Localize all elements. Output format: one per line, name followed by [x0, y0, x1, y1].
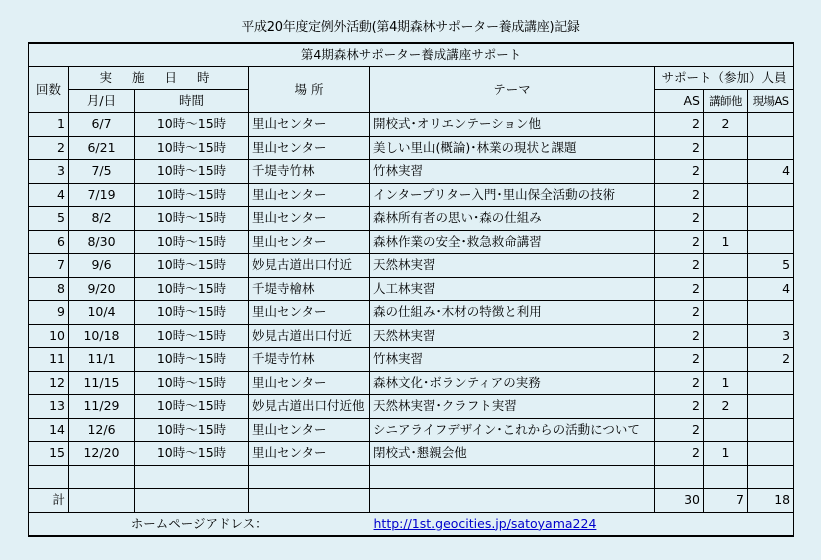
cell-date: 12/20 [69, 442, 135, 466]
cell-place: 千堤寺竹林 [249, 348, 370, 372]
header-date: 月/日 [69, 90, 135, 113]
header-lecturer: 講師他 [704, 90, 748, 113]
cell-place: 里山センター [249, 113, 370, 137]
table-row [29, 301, 794, 325]
cell-theme: 天然林実習 [370, 254, 655, 278]
cell-date: 6/7 [69, 113, 135, 137]
cell-lecturer: 2 [704, 113, 748, 137]
table-row [29, 160, 794, 184]
total-field-as: 18 [748, 489, 794, 513]
cell-place: 千堤寺竹林 [249, 160, 370, 184]
page-title: 平成20年度定例外活動(第4期森林サポーター養成講座)記録 [241, 20, 580, 35]
cell-place: 里山センター [249, 136, 370, 160]
cell-as: 2 [655, 230, 704, 254]
cell-no: 11 [29, 348, 69, 372]
cell-date: 7/5 [69, 160, 135, 184]
cell-date: 7/19 [69, 183, 135, 207]
cell-as: 2 [655, 183, 704, 207]
cell-as: 2 [655, 277, 704, 301]
footer-row [29, 512, 794, 536]
blank-cell [748, 465, 794, 489]
cell-as: 2 [655, 371, 704, 395]
cell-time: 10時～15時 [135, 418, 249, 442]
blank-cell [370, 465, 655, 489]
cell-time: 10時～15時 [135, 207, 249, 231]
cell-field-as: 2 [748, 348, 794, 372]
cell-field-as [748, 183, 794, 207]
cell-field-as [748, 207, 794, 231]
cell-as: 2 [655, 301, 704, 325]
cell-time: 10時～15時 [135, 395, 249, 419]
cell-place: 里山センター [249, 230, 370, 254]
cell-time: 10時～15時 [135, 230, 249, 254]
cell-time: 10時～15時 [135, 160, 249, 184]
cell-field-as [748, 113, 794, 137]
cell-no: 15 [29, 442, 69, 466]
cell-field-as: 3 [748, 324, 794, 348]
cell-place: 里山センター [249, 442, 370, 466]
header-field-as: 現場AS [748, 90, 794, 113]
cell-place: 妙見古道出口付近他 [249, 395, 370, 419]
table-row [29, 183, 794, 207]
cell-time: 10時～15時 [135, 277, 249, 301]
cell-lecturer [704, 301, 748, 325]
table-row [29, 371, 794, 395]
cell-date: 6/21 [69, 136, 135, 160]
cell-time: 10時～15時 [135, 371, 249, 395]
cell-theme: 竹林実習 [370, 160, 655, 184]
cell-theme: 森の仕組み･木材の特徴と利用 [370, 301, 655, 325]
table-row [29, 348, 794, 372]
cell-field-as [748, 371, 794, 395]
cell-field-as: 4 [748, 277, 794, 301]
cell-as: 2 [655, 418, 704, 442]
cell-theme: インタープリター入門･里山保全活動の技術 [370, 183, 655, 207]
cell-no: 13 [29, 395, 69, 419]
blank-row [29, 465, 794, 489]
total-blank [249, 489, 370, 513]
cell-time: 10時～15時 [135, 113, 249, 137]
cell-theme: 竹林実習 [370, 348, 655, 372]
header-schedule: 実 施 日 時 [69, 67, 249, 90]
cell-no: 6 [29, 230, 69, 254]
header-no: 回数 [29, 67, 69, 113]
total-blank [69, 489, 135, 513]
cell-as: 2 [655, 113, 704, 137]
header-as: AS [655, 90, 704, 113]
cell-date: 10/4 [69, 301, 135, 325]
cell-lecturer: 1 [704, 371, 748, 395]
total-as: 30 [655, 489, 704, 513]
table-row [29, 418, 794, 442]
homepage-url-cell [370, 512, 794, 536]
homepage-label: ホームページアドレス： [29, 512, 370, 536]
cell-date: 12/6 [69, 418, 135, 442]
table-row [29, 113, 794, 137]
cell-as: 2 [655, 207, 704, 231]
cell-theme: 天然林実習 [370, 324, 655, 348]
cell-no: 10 [29, 324, 69, 348]
cell-theme: 人工林実習 [370, 277, 655, 301]
cell-as: 2 [655, 160, 704, 184]
cell-no: 1 [29, 113, 69, 137]
cell-time: 10時～15時 [135, 183, 249, 207]
cell-as: 2 [655, 442, 704, 466]
table-row [29, 324, 794, 348]
cell-theme: 閉校式･懇親会他 [370, 442, 655, 466]
cell-theme: 美しい里山(概論)･林業の現状と課題 [370, 136, 655, 160]
cell-date: 8/2 [69, 207, 135, 231]
cell-no: 5 [29, 207, 69, 231]
header-theme: テーマ [370, 67, 655, 113]
cell-theme: 森林作業の安全･救急救命講習 [370, 230, 655, 254]
blank-cell [135, 465, 249, 489]
cell-no: 3 [29, 160, 69, 184]
cell-theme: 天然林実習･クラフト実習 [370, 395, 655, 419]
table-row [29, 395, 794, 419]
total-blank [135, 489, 249, 513]
cell-lecturer [704, 183, 748, 207]
cell-lecturer: 1 [704, 442, 748, 466]
cell-date: 10/18 [69, 324, 135, 348]
cell-place: 千堤寺檜林 [249, 277, 370, 301]
table-row [29, 230, 794, 254]
blank-cell [69, 465, 135, 489]
cell-place: 妙見古道出口付近 [249, 254, 370, 278]
blank-cell [29, 465, 69, 489]
cell-field-as [748, 136, 794, 160]
table-row [29, 254, 794, 278]
cell-field-as [748, 442, 794, 466]
total-blank [370, 489, 655, 513]
cell-place: 妙見古道出口付近 [249, 324, 370, 348]
total-lecturer: 7 [704, 489, 748, 513]
cell-field-as [748, 230, 794, 254]
cell-place: 里山センター [249, 418, 370, 442]
cell-date: 9/20 [69, 277, 135, 301]
cell-lecturer [704, 160, 748, 184]
cell-no: 14 [29, 418, 69, 442]
activity-record-table [28, 42, 794, 537]
cell-no: 4 [29, 183, 69, 207]
cell-no: 8 [29, 277, 69, 301]
cell-lecturer [704, 324, 748, 348]
cell-no: 9 [29, 301, 69, 325]
cell-no: 7 [29, 254, 69, 278]
cell-field-as [748, 301, 794, 325]
cell-field-as [748, 418, 794, 442]
cell-time: 10時～15時 [135, 254, 249, 278]
cell-time: 10時～15時 [135, 301, 249, 325]
cell-date: 8/30 [69, 230, 135, 254]
cell-lecturer [704, 348, 748, 372]
cell-field-as [748, 395, 794, 419]
cell-place: 里山センター [249, 183, 370, 207]
blank-cell [704, 465, 748, 489]
cell-as: 2 [655, 136, 704, 160]
cell-lecturer [704, 136, 748, 160]
cell-date: 11/15 [69, 371, 135, 395]
cell-no: 12 [29, 371, 69, 395]
cell-date: 9/6 [69, 254, 135, 278]
cell-theme: シニアライフデザイン･これからの活動について [370, 418, 655, 442]
cell-time: 10時～15時 [135, 348, 249, 372]
cell-theme: 森林所有者の思い･森の仕組み [370, 207, 655, 231]
cell-time: 10時～15時 [135, 324, 249, 348]
cell-time: 10時～15時 [135, 136, 249, 160]
cell-as: 2 [655, 395, 704, 419]
cell-no: 2 [29, 136, 69, 160]
cell-place: 里山センター [249, 207, 370, 231]
blank-cell [249, 465, 370, 489]
cell-theme: 森林文化･ボランティアの実務 [370, 371, 655, 395]
cell-lecturer [704, 254, 748, 278]
cell-as: 2 [655, 324, 704, 348]
cell-time: 10時～15時 [135, 442, 249, 466]
header-time: 時間 [135, 90, 249, 113]
cell-lecturer [704, 207, 748, 231]
cell-field-as: 5 [748, 254, 794, 278]
header-support: サポート（参加）人員 [655, 67, 794, 90]
table-title: 第4期森林サポーター養成講座サポート [29, 43, 794, 67]
cell-place: 里山センター [249, 301, 370, 325]
header-place: 場 所 [249, 67, 370, 113]
cell-lecturer [704, 277, 748, 301]
blank-cell [655, 465, 704, 489]
table-row [29, 207, 794, 231]
cell-theme: 開校式･オリエンテーション他 [370, 113, 655, 137]
total-row [29, 489, 794, 513]
cell-as: 2 [655, 254, 704, 278]
cell-as: 2 [655, 348, 704, 372]
cell-lecturer [704, 418, 748, 442]
cell-place: 里山センター [249, 371, 370, 395]
cell-date: 11/29 [69, 395, 135, 419]
cell-lecturer: 2 [704, 395, 748, 419]
table-row [29, 277, 794, 301]
cell-date: 11/1 [69, 348, 135, 372]
table-row [29, 442, 794, 466]
homepage-link[interactable]: http://1st.geocities.jp/satoyama224 [373, 515, 597, 531]
cell-field-as: 4 [748, 160, 794, 184]
total-label: 計 [29, 489, 69, 513]
table-row [29, 136, 794, 160]
cell-lecturer: 1 [704, 230, 748, 254]
